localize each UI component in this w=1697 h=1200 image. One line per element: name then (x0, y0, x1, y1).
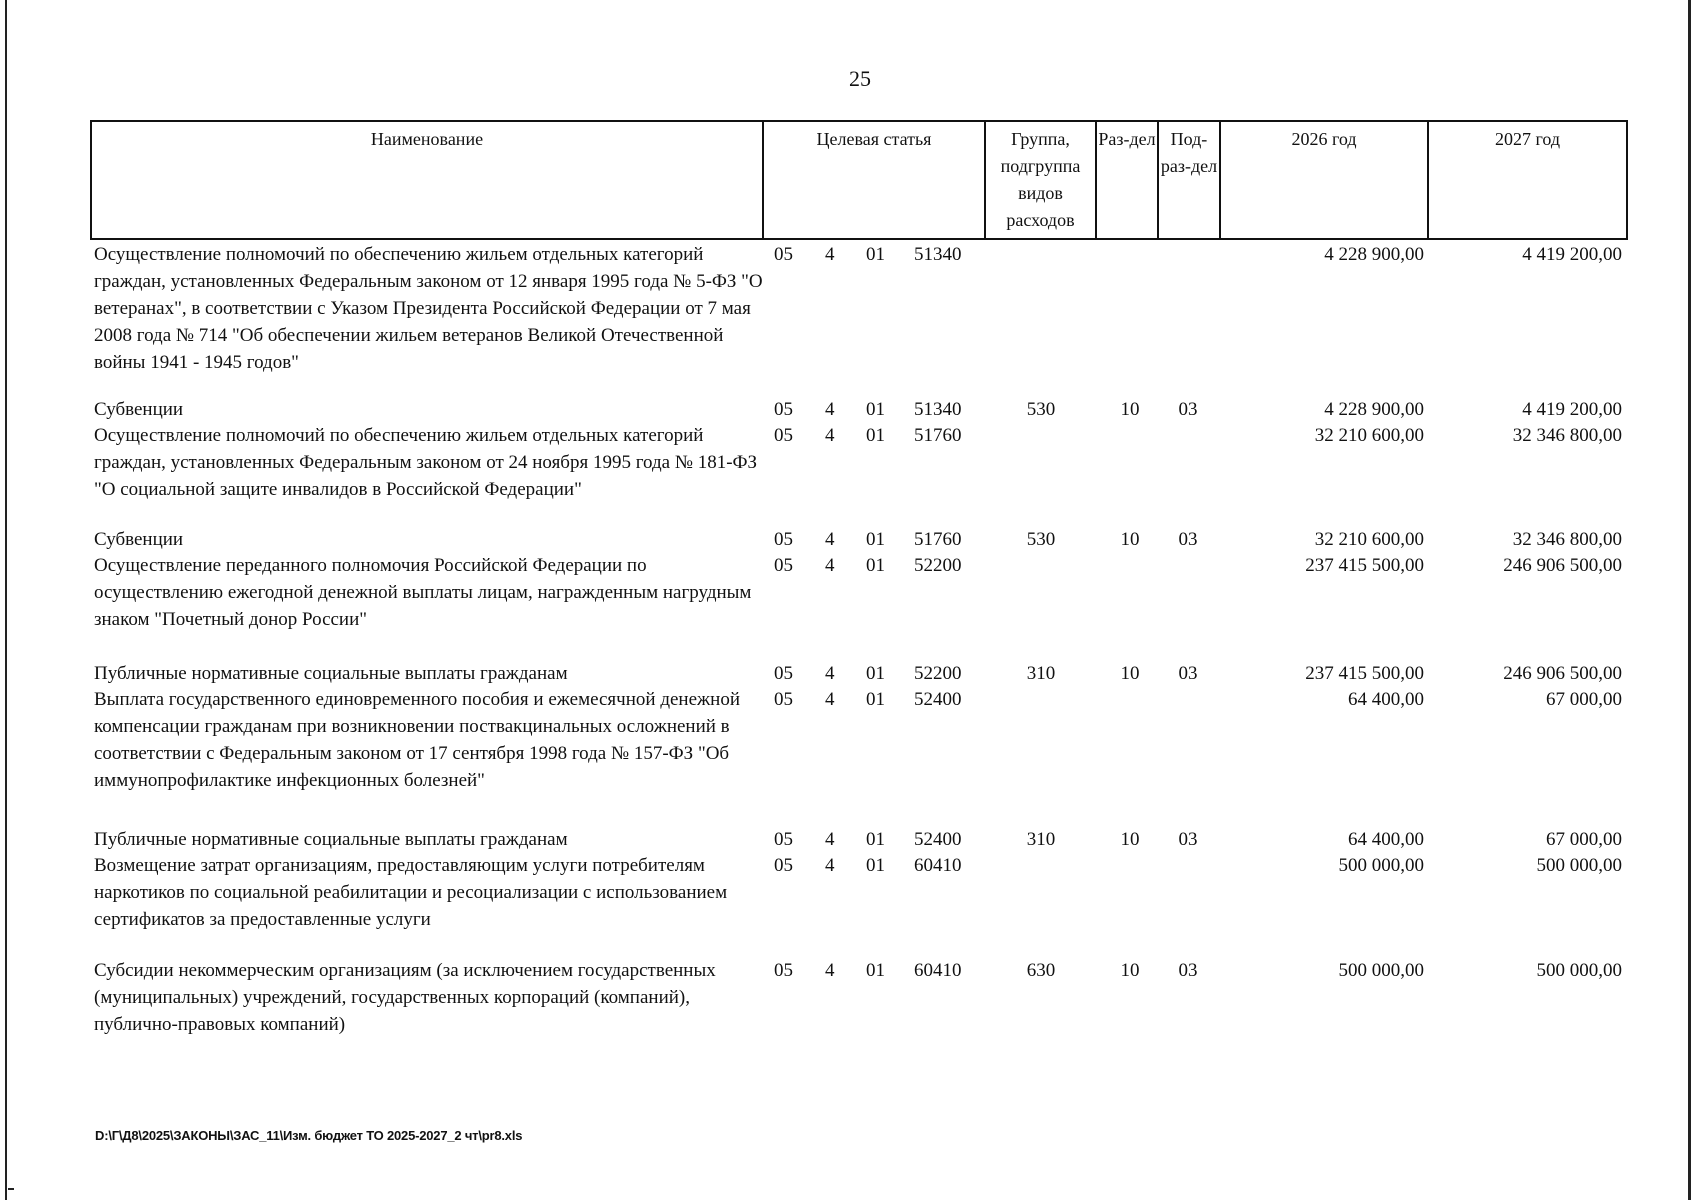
row-target-direction: 52400 (914, 829, 962, 850)
row-target-direction: 51760 (914, 529, 962, 550)
row-razdel: 10 (1120, 663, 1140, 684)
row-target-type: 4 (825, 689, 835, 710)
row-amount-2027: 246 906 500,00 (1503, 663, 1622, 684)
row-amount-2026: 32 210 600,00 (1314, 425, 1424, 446)
row-razdel: 10 (1120, 399, 1140, 420)
row-amount-2027: 246 906 500,00 (1503, 555, 1622, 576)
table-row (90, 660, 1628, 686)
budget-table (90, 120, 1628, 1041)
row-target-subprogram: 01 (866, 689, 885, 710)
row-name: Субвенции (94, 399, 184, 420)
table-row (90, 686, 1628, 826)
row-podrazdel: 03 (1178, 529, 1198, 550)
row-target-subprogram: 01 (866, 960, 885, 981)
row-target-program: 05 (774, 829, 793, 850)
row-amount-2027: 32 346 800,00 (1512, 425, 1622, 446)
scan-corner-mark (8, 1188, 14, 1190)
table-row (90, 241, 1628, 396)
table-row (90, 826, 1628, 852)
scan-edge-left (5, 0, 7, 1200)
row-amount-2026: 32 210 600,00 (1314, 529, 1424, 550)
row-target-program: 05 (774, 425, 793, 446)
row-target-type: 4 (825, 425, 835, 446)
row-name: Осуществление полномочий по обеспечению жильем отдельных категорий граждан, установленных Федеральным законом от 24 ноября 1995 года № 181-ФЗ "О социальной защите инвалидов в Российской Федерации" (94, 425, 758, 500)
table-row (90, 552, 1628, 660)
scan-edge-right (1688, 0, 1691, 1200)
row-target-direction: 52200 (914, 555, 962, 576)
row-target-subprogram: 01 (866, 529, 885, 550)
row-target-program: 05 (774, 689, 793, 710)
row-amount-2027: 4 419 200,00 (1522, 399, 1622, 420)
row-target-type: 4 (825, 529, 835, 550)
row-expense-group: 530 (1026, 529, 1056, 550)
row-target-direction: 51340 (914, 244, 962, 265)
row-amount-2026: 4 228 900,00 (1324, 399, 1424, 420)
row-amount-2026: 237 415 500,00 (1305, 555, 1424, 576)
row-target-direction: 51340 (914, 399, 962, 420)
row-name: Субвенции (94, 529, 184, 550)
row-target-type: 4 (825, 855, 835, 876)
row-target-subprogram: 01 (866, 399, 885, 420)
row-amount-2026: 64 400,00 (1348, 829, 1424, 850)
header-razdel: Раз-дел (1095, 122, 1157, 238)
row-target-program: 05 (774, 399, 793, 420)
header-target-article: Целевая статья (762, 122, 984, 238)
row-razdel: 10 (1120, 529, 1140, 550)
header-podrazdel: Под-раз-дел (1157, 122, 1219, 238)
row-target-type: 4 (825, 663, 835, 684)
row-target-type: 4 (825, 960, 835, 981)
row-razdel: 10 (1120, 960, 1140, 981)
row-amount-2026: 500 000,00 (1338, 855, 1424, 876)
row-amount-2027: 67 000,00 (1546, 689, 1622, 710)
row-target-direction: 60410 (914, 960, 962, 981)
table-row (90, 957, 1628, 1041)
row-target-subprogram: 01 (866, 244, 885, 265)
table-header (90, 120, 1628, 240)
row-target-subprogram: 01 (866, 425, 885, 446)
row-podrazdel: 03 (1178, 960, 1198, 981)
row-target-program: 05 (774, 555, 793, 576)
row-expense-group: 630 (1026, 960, 1056, 981)
row-amount-2026: 4 228 900,00 (1324, 244, 1424, 265)
row-target-program: 05 (774, 855, 793, 876)
row-amount-2027: 500 000,00 (1536, 960, 1622, 981)
row-expense-group: 530 (1026, 399, 1056, 420)
header-year-2027: 2027 год (1427, 122, 1626, 238)
table-row (90, 852, 1628, 957)
row-target-program: 05 (774, 960, 793, 981)
row-amount-2027: 4 419 200,00 (1522, 244, 1622, 265)
row-expense-group: 310 (1026, 829, 1056, 850)
row-target-program: 05 (774, 663, 793, 684)
row-name: Выплата государственного единовременного пособия и ежемесячной денежной компенсации гражданам при возникновении поствакцинальных осложнений в соответствии с Федеральным законом от 17 сентября 1998 года № 157-ФЗ "Об иммунопрофилактике инфекционных болезней" (94, 689, 740, 791)
row-podrazdel: 03 (1178, 829, 1198, 850)
row-razdel: 10 (1120, 829, 1140, 850)
row-amount-2026: 237 415 500,00 (1305, 663, 1424, 684)
page-number: 25 (849, 66, 871, 91)
table-row (90, 396, 1628, 422)
row-amount-2027: 67 000,00 (1546, 829, 1622, 850)
header-expense-group: Группа, подгруппа видов расходов (984, 122, 1095, 238)
row-amount-2027: 32 346 800,00 (1512, 529, 1622, 550)
row-target-subprogram: 01 (866, 829, 885, 850)
row-amount-2026: 64 400,00 (1348, 689, 1424, 710)
row-amount-2026: 500 000,00 (1338, 960, 1424, 981)
file-path-footer: D:\Г\Д8\2025\ЗАКОНЫ\ЗАС_11\Изм. бюджет ТО 2025-2027_2 чт\pr8.xls (95, 1128, 523, 1143)
row-name: Осуществление переданного полномочия Российской Федерации по осуществлению ежегодной денежной выплаты лицам, награжденным нагрудным знаком "Почетный донор России" (94, 555, 752, 630)
row-target-program: 05 (774, 529, 793, 550)
row-target-subprogram: 01 (866, 663, 885, 684)
row-target-subprogram: 01 (866, 855, 885, 876)
row-name: Осуществление полномочий по обеспечению жильем отдельных категорий граждан, установленных Федеральным законом от 12 января 1995 года № 5-ФЗ "О ветеранах", в соответствии с Указом Президента Российской Федерации от 7 мая 2008 года № 714 "Об обеспечении жильем ветеранов Великой Отечественной войны 1941 - 1945 годов" (94, 244, 763, 373)
row-target-type: 4 (825, 555, 835, 576)
row-target-direction: 52200 (914, 663, 962, 684)
row-name: Публичные нормативные социальные выплаты гражданам (94, 663, 568, 684)
row-target-direction: 51760 (914, 425, 962, 446)
row-podrazdel: 03 (1178, 399, 1198, 420)
row-target-direction: 60410 (914, 855, 962, 876)
header-name: Наименование (370, 129, 484, 149)
table-row (90, 526, 1628, 552)
row-target-type: 4 (825, 399, 835, 420)
row-name: Возмещение затрат организациям, предоставляющим услуги потребителям наркотиков по социальной реабилитации и ресоциализации с использованием сертификатов за предоставленные услуги (94, 855, 728, 930)
table-row (90, 422, 1628, 526)
row-name: Субсидии некоммерческим организациям (за исключением государственных (муниципальных) учреждений, государственных корпораций (компаний), публично-правовых компаний) (94, 960, 716, 1035)
row-podrazdel: 03 (1178, 663, 1198, 684)
row-target-subprogram: 01 (866, 555, 885, 576)
row-target-program: 05 (774, 244, 793, 265)
table-body (90, 241, 1628, 1041)
row-expense-group: 310 (1026, 663, 1056, 684)
row-name: Публичные нормативные социальные выплаты гражданам (94, 829, 568, 850)
row-target-type: 4 (825, 244, 835, 265)
header-year-2026: 2026 год (1219, 122, 1427, 238)
row-target-direction: 52400 (914, 689, 962, 710)
row-target-type: 4 (825, 829, 835, 850)
row-amount-2027: 500 000,00 (1536, 855, 1622, 876)
